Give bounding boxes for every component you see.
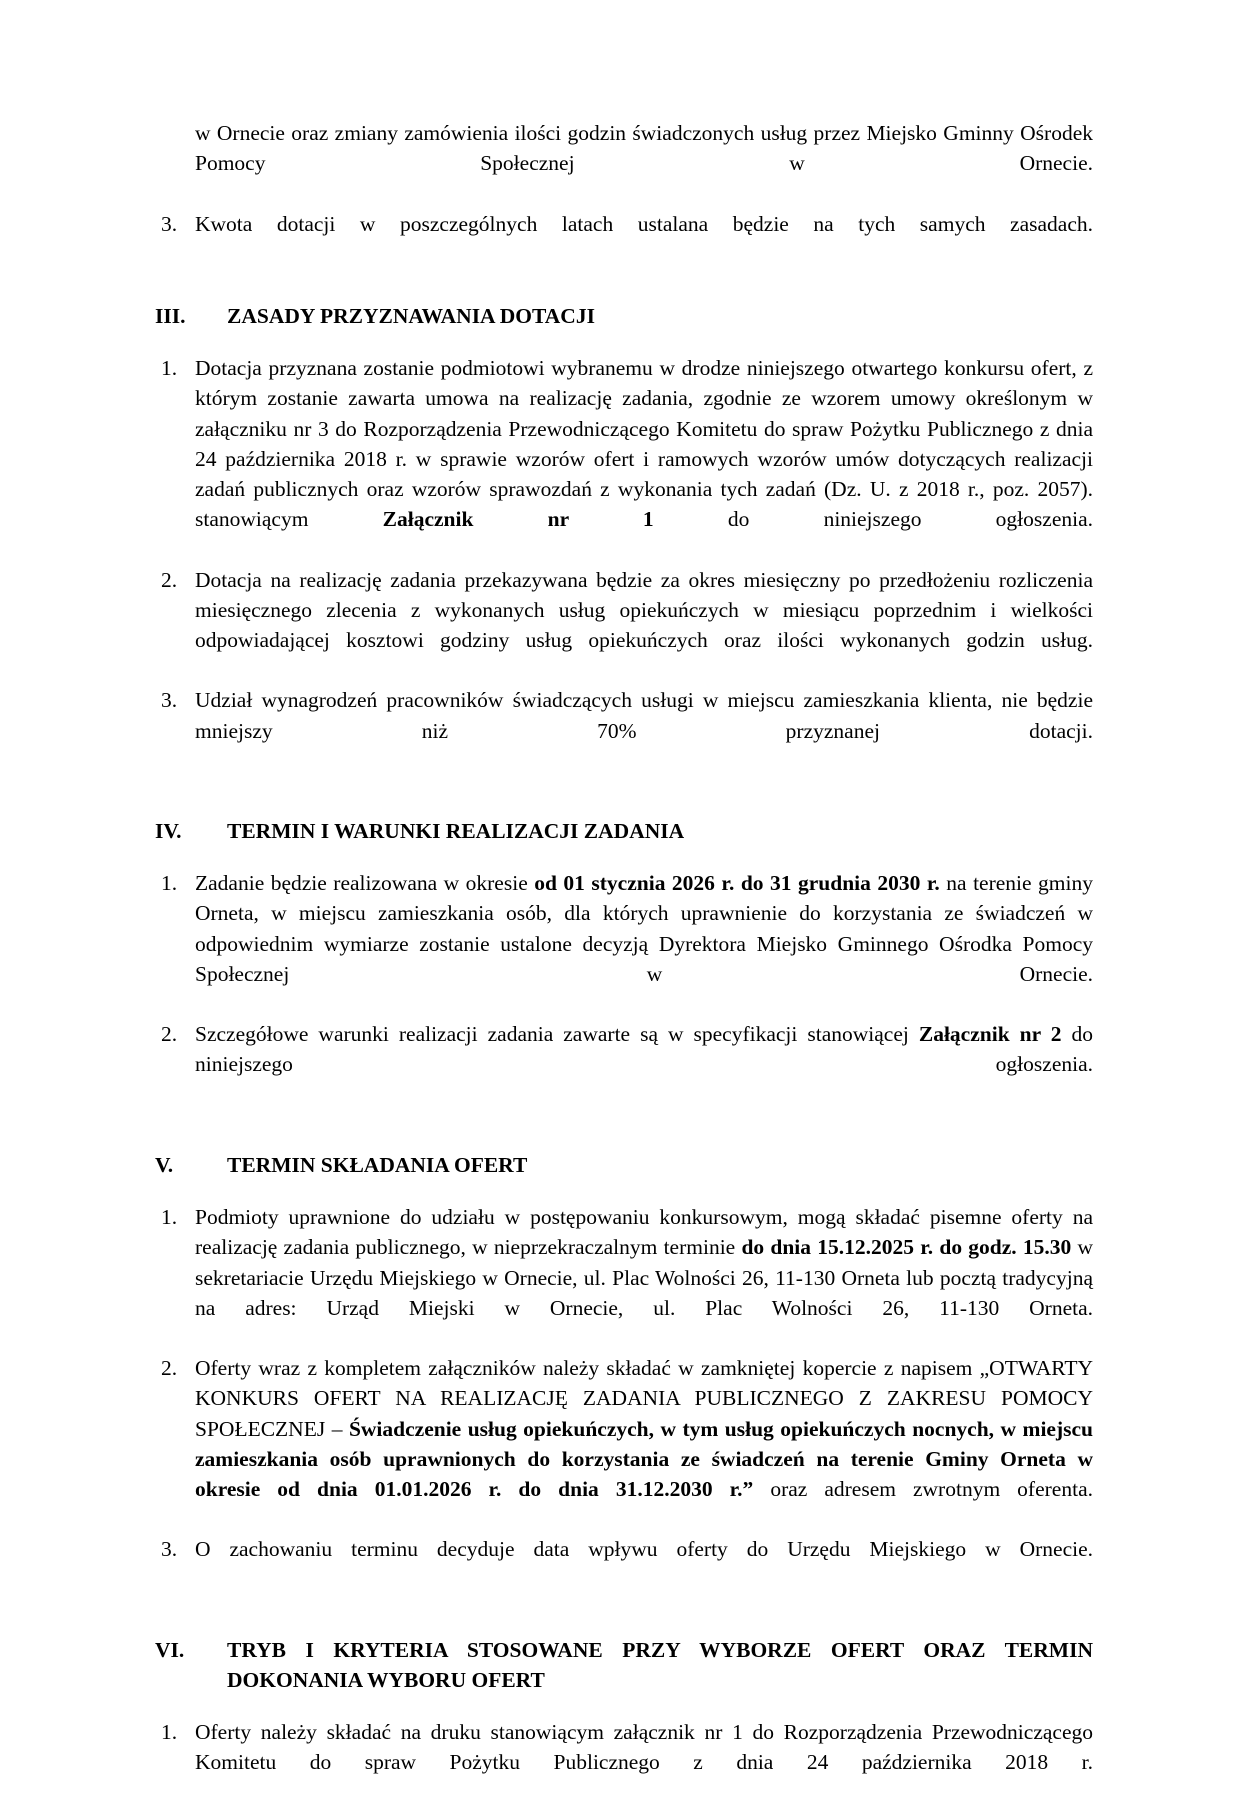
- section-number: IV.: [155, 819, 182, 844]
- section-title: TERMIN SKŁADANIA OFERT: [227, 1152, 528, 1177]
- emphasis-text: Świadczenie usług opiekuńczych, w tym usług opiekuńczych nocnych, w miejscu zamieszkania osób uprawnionych do korzystania ze świadczeń na terenie Gminy Orneta w okresie od dnia 01.01.2026 r. do dnia 31.12.2030 r.”: [195, 1416, 1093, 1501]
- section-numbered-list: [155, 1717, 1093, 1808]
- list-item-marker: 1.: [161, 1205, 178, 1230]
- plain-text: O zachowaniu terminu decyduje data wpływu oferty do Urzędu Miejskiego w Ornecie.: [195, 1537, 1093, 1562]
- list-item-text: [195, 1353, 1093, 1534]
- plain-text: Dotacja na realizację zadania przekazywana będzie za okres miesięczny po przedłożeniu rozliczenia miesięcznego zlecenia z wykonanych usług opiekuńczych w miesiącu poprzednim i wielkości odpowiadającej kosztowi godziny usług opiekuńczych oraz ilości wykonanych godzin usług.: [195, 567, 1093, 653]
- list-item: [155, 1202, 1093, 1353]
- section-title: TRYB I KRYTERIA STOSOWANE PRZY WYBORZE OFERT ORAZ TERMIN DOKONANIA WYBORU OFERT: [227, 1637, 1093, 1692]
- list-item-marker: 3.: [161, 211, 178, 236]
- plain-text: Dotacja przyznana zostanie podmiotowi wybranemu w drodze niniejszego otwartego konkursu ofert, z którym zostanie zawarta umowa na realizację zadania, zgodnie ze wzorem umowy określonym w załączniku nr 3 do Rozporządzenia Przewodniczącego Komitetu do spraw Pożytku Publicznego z dnia 24 października 2018 r. w sprawie wzorów ofert i ramowych wzorów umów dotyczących realizacji zadań publicznych oraz wzorów sprawozdań z wykonania tych zadań (Dz. U. z 2018 r., poz. 2057). stanowiącym: [195, 356, 1093, 532]
- plain-text: Oferty wraz z kompletem załączników należy składać w zamkniętej kopercie z napisem „OTWARTY KONKURS OFERT NA REALIZACJĘ ZADANIA PUBLICZNEGO Z ZAKRESU POMOCY SPOŁECZNEJ –: [195, 1356, 1093, 1441]
- plain-text: oraz adresem zwrotnym oferenta.: [753, 1476, 1093, 1501]
- plain-text: Udział wynagrodzeń pracowników świadczących usługi w miejscu zamieszkania klienta, nie będzie mniejszy niż 70% przyznanej dotacji.: [195, 688, 1093, 743]
- emphasis-text: Załącznik nr 1: [382, 507, 654, 532]
- vertical-spacer: [155, 269, 1093, 301]
- list-item: [155, 565, 1093, 686]
- vertical-spacer: [155, 331, 1093, 353]
- plain-text: Podmioty uprawnione do udziału w postępowaniu konkursowym, mogą składać pisemne oferty na realizację zadania publicznego, w nieprzekraczalnym terminie: [195, 1205, 1093, 1260]
- list-item: [155, 1534, 1093, 1594]
- list-item-marker: 3.: [161, 688, 178, 713]
- list-item-text: [195, 565, 1093, 686]
- section-number: III.: [155, 304, 186, 329]
- section-heading: [155, 1635, 1093, 1695]
- vertical-spacer: [155, 1110, 1093, 1150]
- section-numbered-list: [155, 1202, 1093, 1595]
- list-item: [155, 353, 1093, 564]
- emphasis-text: do dnia 15.12.2025 r. do godz. 15.30: [741, 1235, 1072, 1260]
- plain-text: Szczegółowe warunki realizacji zadania zawarte są w specyfikacji stanowiącej: [195, 1022, 919, 1047]
- section-number: VI.: [155, 1637, 185, 1662]
- emphasis-text: Załącznik nr 2: [918, 1022, 1062, 1047]
- list-item-text: [195, 353, 1093, 564]
- intro-numbered-list: [155, 209, 1093, 269]
- plain-text: Zadanie będzie realizowana w okresie: [195, 871, 535, 896]
- list-item-marker: 3.: [161, 1537, 178, 1562]
- emphasis-text: od 01 stycznia 2026 r. do 31 grudnia 2030 r.: [534, 871, 940, 896]
- section-number: V.: [155, 1152, 174, 1177]
- list-item-text: [195, 1019, 1093, 1110]
- list-item: [155, 1717, 1093, 1808]
- vertical-spacer: [155, 1595, 1093, 1635]
- continued-paragraph: [155, 118, 1093, 209]
- list-item: [155, 1019, 1093, 1110]
- list-item: [155, 1353, 1093, 1534]
- list-item-text: [195, 868, 1093, 1019]
- section-heading: [155, 816, 1093, 846]
- list-item: [155, 868, 1093, 1019]
- list-item-marker: 2.: [161, 567, 178, 592]
- continued-line-1: w Ornecie oraz zmiany zamówienia ilości godzin świadczonych usług przez Miejsko: [195, 121, 937, 145]
- section-title: TERMIN I WARUNKI REALIZACJI ZADANIA: [227, 819, 685, 844]
- list-item-marker: 2.: [161, 1356, 178, 1381]
- list-item-marker: 1.: [161, 1720, 178, 1745]
- list-item-marker: 2.: [161, 1022, 178, 1047]
- plain-text: do niniejszego ogłoszenia.: [653, 507, 1093, 532]
- vertical-spacer: [155, 846, 1093, 868]
- plain-text: w sekretariacie Urzędu Miejskiego w Ornecie, ul. Plac Wolności 26, 11-130 Orneta lub pocztą tradycyjną na adres: Urząd Miejski w Ornecie, ul. Plac Wolności 26, 11-130 Orneta.: [195, 1235, 1094, 1320]
- list-item-marker: 1.: [161, 356, 178, 381]
- section-numbered-list: [155, 868, 1093, 1110]
- list-item: [155, 209, 1093, 269]
- continued-line-2: Gminny Ośrodek Pomocy Społecznej w Ornecie.: [195, 121, 1093, 176]
- vertical-spacer: [155, 776, 1093, 816]
- section-numbered-list: [155, 353, 1093, 776]
- vertical-spacer: [155, 1180, 1093, 1202]
- section-heading: [155, 301, 1093, 331]
- section-heading: [155, 1150, 1093, 1180]
- list-item-text: [195, 685, 1093, 776]
- list-item-marker: 1.: [161, 871, 178, 896]
- sections-container: [155, 269, 1093, 1808]
- continued-paragraph-text: [155, 118, 1093, 209]
- list-item-text: Kwota dotacji w poszczególnych latach ustalana będzie na tych samych zasadach.: [195, 211, 1093, 236]
- list-item-text: [195, 1717, 1093, 1808]
- list-item: [155, 685, 1093, 776]
- plain-text: na terenie gminy Orneta, w miejscu zamieszkania osób, dla których uprawnienie do korzystania ze świadczeń w odpowiednim wymiarze zostanie ustalone decyzją Dyrektora Miejsko Gminnego Ośrodka Pomocy Społecznej w Ornecie.: [195, 871, 1093, 986]
- section-title: ZASADY PRZYZNAWANIA DOTACJI: [227, 304, 595, 329]
- plain-text: Oferty należy składać na druku stanowiącym załącznik nr 1 do Rozporządzenia Przewodniczącego Komitetu do spraw Pożytku Publicznego z dnia 24 października 2018 r.: [195, 1720, 1093, 1775]
- list-item-text: [195, 1202, 1093, 1353]
- list-item-text: [195, 1534, 1093, 1594]
- plain-text: do niniejszego ogłoszenia.: [195, 1022, 1093, 1077]
- vertical-spacer: [155, 1695, 1093, 1717]
